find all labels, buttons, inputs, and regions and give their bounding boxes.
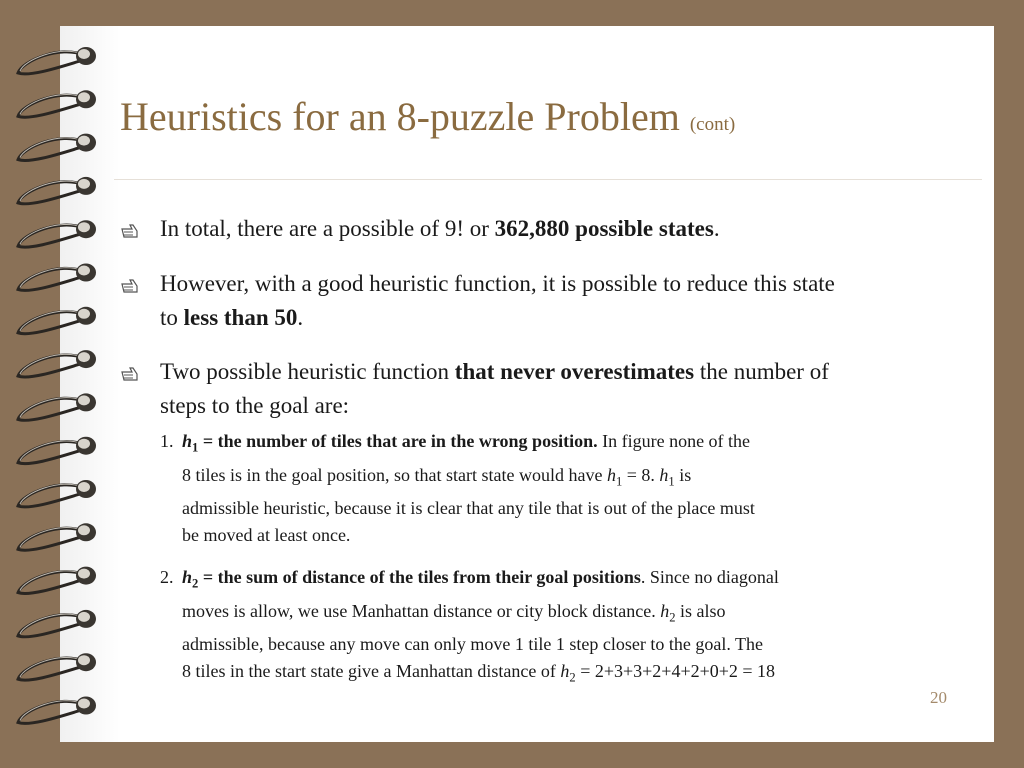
title-suffix: (cont) xyxy=(689,114,736,135)
spiral-ring xyxy=(18,47,96,74)
spiral-binding xyxy=(0,0,110,768)
pointing-hand-icon xyxy=(120,364,142,384)
spiral-ring xyxy=(18,393,96,420)
spiral-ring xyxy=(18,697,96,724)
pointing-hand-icon xyxy=(120,276,142,296)
heuristic-h2: 2. $h_2$ = the sum of distance of the tiles from their goal positions. Since no diagonal moves is allow, we use Manhattan distance or city block distance. $h_2$ is also admissible, because any move can only move 1 tile 1 step closer to the goal. The 8 tiles in the start state give a Manhattan distance of $h_2 = 2+3+3+2+4+2+0+2 = 18$ xyxy=(160,567,779,685)
spiral-ring xyxy=(18,90,96,117)
pointing-hand-icon xyxy=(120,221,142,241)
spiral-ring xyxy=(18,653,96,680)
title-divider xyxy=(114,179,982,180)
spiral-ring xyxy=(18,307,96,334)
spiral-ring xyxy=(18,480,96,507)
spiral-ring xyxy=(18,220,96,247)
title-main: Heuristics for an 8-puzzle Problem xyxy=(120,94,680,139)
slide-title xyxy=(120,92,970,150)
spiral-ring xyxy=(18,567,96,594)
spiral-ring xyxy=(18,350,96,377)
spiral-ring xyxy=(18,610,96,637)
page-number: 20 xyxy=(930,688,947,707)
heuristic-h1: 1. $h_1$ = the number of tiles that are in the wrong position. In figure none of the 8 tiles is in the goal position, so that start state would have $h_1 = 8$. $h_1$ is admissible heuristic, because it is clear that any tile that is out of the place must be moved at least once. xyxy=(160,431,755,546)
spiral-ring xyxy=(18,523,96,550)
spiral-ring xyxy=(18,264,96,291)
spiral-ring xyxy=(18,134,96,161)
spiral-ring xyxy=(18,177,96,204)
spiral-ring xyxy=(18,437,96,464)
